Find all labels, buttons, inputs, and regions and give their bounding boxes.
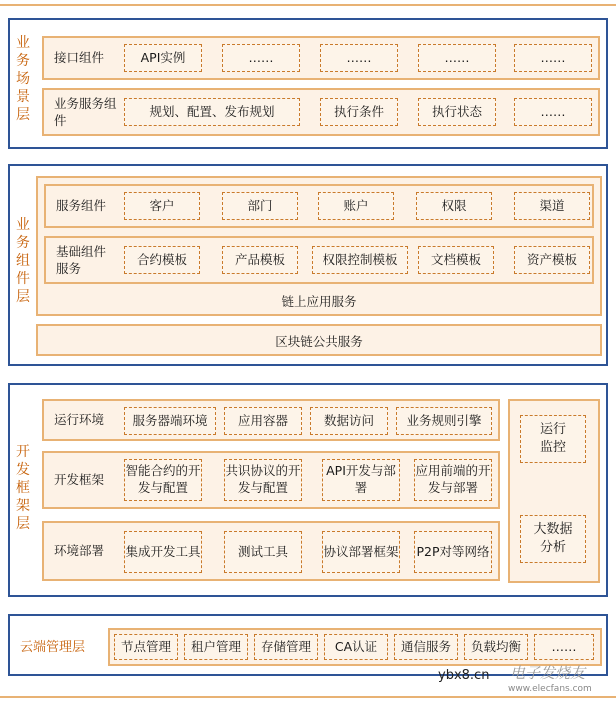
permission-control-template-box: 权限控制模板 xyxy=(312,246,408,274)
watermark-logo: 电子发烧友 xyxy=(510,664,586,682)
api-dev-deploy-box: API开发与部署 xyxy=(322,459,400,501)
big-data-analysis-box: 大数据分析 xyxy=(520,515,586,563)
protocol-deploy-framework-box: 协议部署框架 xyxy=(322,531,400,573)
blockchain-public-services-label: 区块链公共服务 xyxy=(275,334,363,349)
product-template-box: 产品模板 xyxy=(222,246,298,274)
communication-service-box: 通信服务 xyxy=(394,634,458,660)
monitoring-analysis-panel xyxy=(508,399,600,583)
environment-deployment-label: 环境部署 xyxy=(54,543,105,558)
runtime-monitoring-box: 运行监控 xyxy=(520,415,586,463)
development-framework-layer xyxy=(8,383,608,597)
cloud-placeholder-box: …… xyxy=(534,634,594,660)
data-access-box: 数据访问 xyxy=(310,407,388,435)
consensus-protocol-dev-box: 共识协议的开发与配置 xyxy=(224,459,302,501)
business-component-layer xyxy=(8,164,608,366)
ide-box: 集成开发工具 xyxy=(124,531,202,573)
service-components-row xyxy=(44,184,594,228)
interface-placeholder-box: …… xyxy=(222,44,300,72)
app-container-box: 应用容器 xyxy=(224,407,302,435)
environment-deployment-row xyxy=(42,521,500,581)
server-environment-box: 服务器端环境 xyxy=(124,407,216,435)
load-balancing-box: 负载均衡 xyxy=(464,634,528,660)
business-service-components-row xyxy=(42,88,600,136)
frontend-dev-deploy-box: 应用前端的开发与部署 xyxy=(414,459,492,501)
smart-contract-dev-box: 智能合约的开发与配置 xyxy=(124,459,202,501)
top-separator xyxy=(0,4,616,6)
basic-component-services-label: 基础组件服务 xyxy=(56,244,107,276)
test-tools-box: 测试工具 xyxy=(224,531,302,573)
channel-box: 渠道 xyxy=(514,192,590,220)
interface-placeholder-box: …… xyxy=(418,44,496,72)
runtime-environment-row xyxy=(42,399,500,441)
asset-template-box: 资产模板 xyxy=(514,246,590,274)
onchain-app-services-label: 链上应用服务 xyxy=(281,294,357,309)
interface-components-label: 接口组件 xyxy=(54,50,105,65)
interface-placeholder-box: …… xyxy=(320,44,398,72)
blockchain-public-services-panel xyxy=(36,324,602,356)
business-service-components-label: 业务服务组件 xyxy=(54,96,117,128)
business-scene-layer xyxy=(8,18,608,149)
service-components-label: 服务组件 xyxy=(56,198,107,213)
onchain-app-services-panel xyxy=(36,176,602,316)
document-template-box: 文档模板 xyxy=(418,246,494,274)
customer-box: 客户 xyxy=(124,192,200,220)
business-service-placeholder-box: …… xyxy=(514,98,592,126)
execution-status-box: 执行状态 xyxy=(418,98,496,126)
runtime-environment-label: 运行环境 xyxy=(54,412,105,427)
interface-placeholder-box: …… xyxy=(514,44,592,72)
watermark-site: ybx8.cn xyxy=(438,668,490,683)
department-box: 部门 xyxy=(222,192,298,220)
cloud-management-row xyxy=(108,628,602,666)
planning-config-box: 规划、配置、发布规划 xyxy=(124,98,300,126)
development-framework-layer-title: 开发框架层 xyxy=(16,444,30,532)
business-rule-engine-box: 业务规则引擎 xyxy=(396,407,492,435)
development-framework-row xyxy=(42,451,500,509)
account-box: 账户 xyxy=(318,192,394,220)
business-scene-layer-title: 业务场景层 xyxy=(16,35,30,123)
interface-components-row xyxy=(42,36,600,80)
cloud-management-layer-title: 云端管理层 xyxy=(20,640,86,655)
permission-box: 权限 xyxy=(416,192,492,220)
storage-management-box: 存储管理 xyxy=(254,634,318,660)
api-instance-box: API实例 xyxy=(124,44,202,72)
development-framework-label: 开发框架 xyxy=(54,472,105,487)
business-component-layer-title: 业务组件层 xyxy=(16,217,30,305)
tenant-management-box: 租户管理 xyxy=(184,634,248,660)
execution-condition-box: 执行条件 xyxy=(320,98,398,126)
bottom-separator xyxy=(0,696,616,698)
basic-component-services-row xyxy=(44,236,594,284)
watermark-url: www.elecfans.com xyxy=(508,684,592,694)
p2p-network-box: P2P对等网络 xyxy=(414,531,492,573)
ca-certification-box: CA认证 xyxy=(324,634,388,660)
contract-template-box: 合约模板 xyxy=(124,246,200,274)
node-management-box: 节点管理 xyxy=(114,634,178,660)
